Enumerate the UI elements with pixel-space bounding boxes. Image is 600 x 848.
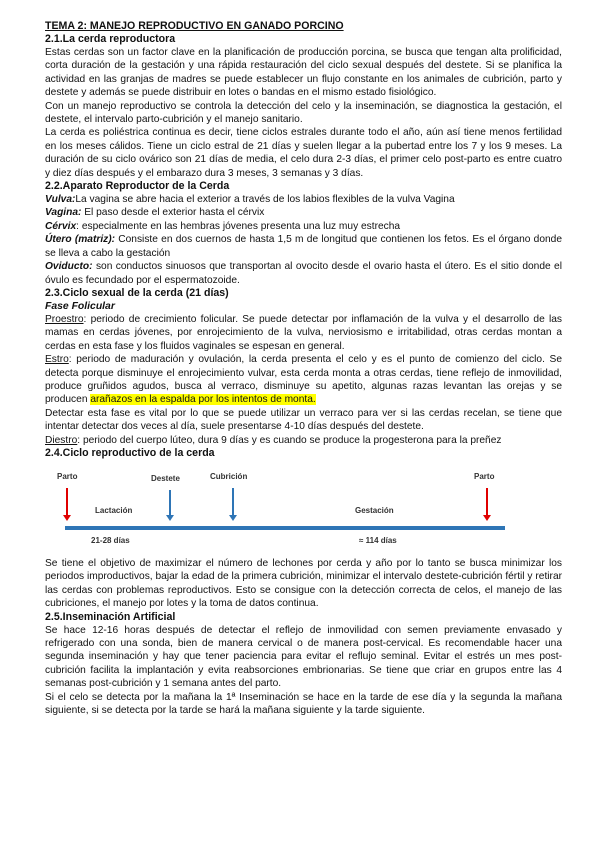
term-proestro: Proestro [45, 313, 84, 325]
label-parto-end: Parto [474, 471, 495, 481]
definition-cervix [45, 220, 562, 233]
section-heading-2-4: 2.4.Ciclo reproductivo de la cerda [45, 446, 215, 459]
definition-text: : especialmente en las hembras jóvenes presenta una luz muy estrecha [76, 220, 401, 232]
paragraph: Se hace 12-16 horas después de detectar el reflejo de inmovilidad con semen previamente envasado y refrigerado con una sonda, bien de manera cervical o de manera post-cervical. Es recomendable hacer una segunda inseminación y hay que tener paciencia para evitar el reflujo seminal. Evitar el estrés un mes post-cubrición facilita la implantación y evita reabsorciones embrionarias. Se tiene que criar en grupos entre las 4 semanas post-cubrición y 1 semana antes del parto. [45, 624, 562, 690]
definition-text: : periodo del cuerpo lúteo, dura 9 días y es cuando se produce la progesterona para la preñez [77, 434, 502, 446]
definition-utero [45, 233, 562, 260]
definition-text: : periodo de maduración y ovulación, la cerda presenta el celo y es el punto de comienzo del ciclo. Se detecta porque disminuye el enrojecimiento vulvar, esta cerda monta a otras cerdas, tiene reflejo de inmovilidad, produce gruñidos agudos, busca al verraco, disminuye su apetito, algunas razas levantan las orejas y se producen [45, 354, 562, 406]
term-diestro: Diestro [45, 434, 78, 446]
label-gestacion: Gestación [355, 505, 394, 515]
definition-text: : periodo de crecimiento folicular. Se puede detectar por inflamación de la vulva y el desarrollo de las mamas en cerdas jóvenes, por enrojecimiento de la vulva, nerviosismo e irritabilidad, otras cerdas montan a cerdas en esta fase y los fluidos vaginales se espesan en general. [45, 313, 562, 352]
definition-vagina [45, 206, 562, 219]
paragraph: Con un manejo reproductivo se controla la detección del celo y la inseminación, se diagnostica la gestación, el destete, el intervalo parto-cubrición y el manejo sanitario. [45, 100, 562, 126]
subheading-fase-folicular: Fase Folicular [45, 300, 115, 312]
label-dias-gestacion: ≈ 114 días [359, 535, 397, 545]
definition-oviducto [45, 260, 562, 287]
definition-estro [45, 353, 562, 407]
cubricion-arrow-icon [232, 488, 234, 516]
definition-text: El paso desde el exterior hasta el cérvix [81, 207, 265, 219]
paragraph: Detectar esta fase es vital por lo que se puede utilizar un verraco para ver si las cerdas recelan, se tiene que intentar detectar dos veces al día, suele presentarse 4-10 días después del destete. [45, 407, 562, 433]
term-oviducto: Oviducto: [45, 261, 93, 273]
timeline-bar [65, 526, 505, 530]
label-parto-start: Parto [57, 471, 78, 481]
term-vulva: Vulva: [45, 194, 76, 206]
definition-text: La vagina se abre hacia el exterior a través de los labios flexibles de la vulva Vagina [75, 194, 455, 206]
label-dias-lactacion: 21-28 días [91, 535, 130, 545]
term-estro: Estro [45, 354, 69, 366]
section-heading-2-5: 2.5.Inseminación Artificial [45, 610, 176, 623]
label-destete: Destete [151, 473, 180, 483]
term-cervix: Cérvix [45, 220, 77, 232]
highlighted-text: arañazos en la espalda por los intentos de monta. [90, 394, 316, 406]
parto-end-arrow-icon [486, 488, 488, 516]
section-heading-2-2: 2.2.Aparato Reproductor de la Cerda [45, 180, 230, 193]
section-heading-2-1: 2.1.La cerda reproductora [45, 33, 176, 45]
section-heading-2-3: 2.3.Ciclo sexual de la cerda (21 días) [45, 286, 229, 299]
destete-arrow-icon [169, 490, 171, 516]
definition-vulva [45, 193, 562, 206]
definition-text: Consiste en dos cuernos de hasta 1,5 m de longitud que contienen los fetos. Es el órgano donde se lleva a cabo la gestación [45, 234, 562, 259]
document-title: TEMA 2: MANEJO REPRODUCTIVO EN GANADO PORCINO [45, 20, 344, 32]
paragraph: La cerda es poliéstrica continua es decir, tiene ciclos estrales durante todo el año, aún así tiene menos fertilidad en los meses cálidos. Tiene un ciclo estral de 21 días y suelen llegar a la pubertad entre los 7 y los 9 meses. La duración de su ciclo ovárico son 21 días de media, el celo dura 2-3 días, el primer celo post-parto es entre cuatro y diez días después y el embarazo dura 3 meses, 3 semanas y 3 días. [45, 127, 562, 179]
reproductive-cycle-diagram [45, 468, 565, 548]
label-lactacion: Lactación [95, 505, 133, 515]
label-cubricion: Cubrición [210, 471, 248, 481]
paragraph: Si el celo se detecta por la mañana la 1ª Inseminación se hace en la tarde de ese día y la segunda la mañana siguiente, si se detecta por la tarde se hará la mañana siguiente y la tarde siguiente. [45, 691, 562, 717]
parto-start-arrow-icon [66, 488, 68, 516]
definition-text: son conductos sinuosos que transportan al ovocito desde el ovario hasta el útero. Es el sitio donde el óvulo es fecundado por el espermatozoide. [45, 261, 562, 286]
paragraph: Estas cerdas son un factor clave en la planificación de producción porcina, se busca que tengan alta prolificidad, corta duración de la gestación y una rápida restauración del ciclo sexual después del destete. Si se planifica la actividad en las granjas de madres se puede establecer un flujo constante en los animales de cubrición, parto y destete y además se puede distribuir en lotes o bandas en el mismo estado fisiológico. [45, 47, 562, 99]
term-utero: Útero (matriz): [45, 234, 116, 246]
definition-diestro [45, 434, 562, 447]
definition-proestro [45, 313, 562, 353]
paragraph: Se tiene el objetivo de maximizar el número de lechones por cerda y año por lo tanto se busca minimizar los periodos improductivos, bajar la edad de la primera cubrición, minimizar el intervalo destete-cubrición fértil y retirar las cerdas con problemas reproductivos. Esto se consigue con la detección correcta de celos, el manejo de las cubriciones, el manejo por lotes y la toma de datos continua. [45, 557, 562, 610]
term-vagina: Vagina: [45, 207, 82, 219]
